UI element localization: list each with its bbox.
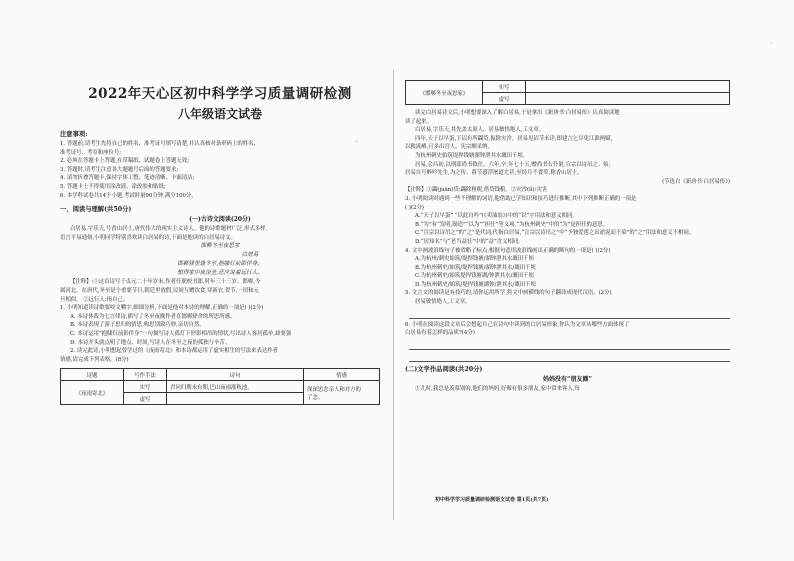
table-poem-title: 《夜雨寄北》 [61, 381, 124, 405]
subsection-heading: (一)古诗文阅读(20分) [189, 216, 251, 224]
table-method: 虚写 [124, 393, 167, 405]
table-line: 君问归期未有期,巴山夜雨涨秋池。 [167, 381, 304, 393]
classical-line: 为杭州刺史始筑堤捍钱塘湖钟泄其水溉田千顷。 [415, 152, 529, 159]
option-c: C.为杭州刺史/始筑堤捍钱塘湖/钟泄其水/溉田千顷 [415, 273, 534, 280]
reading-section [405, 109, 730, 393]
answer-blank[interactable] [526, 81, 730, 93]
column-divider [393, 70, 394, 520]
notice-item: 5. 答题卡上不得使用涂改液、涂改胶和贴纸; [60, 183, 166, 190]
scan-speck [770, 42, 772, 44]
poem-author: 白居易 [241, 252, 259, 259]
question-5: 5. 文言文的阅读是有技巧的,请你运用所学,将文中画横线的句子翻译成现代汉语。(2分) [405, 290, 612, 297]
option-b: B.为杭州刺史/始筑/堤捍钱塘/湖钟泄其水/溉田千顷 [415, 264, 536, 271]
option-a: A.“天子以早蛋” “以此自吟”(《卖油翁》)中的“以”字用法和意义相同。 [415, 213, 578, 220]
notice-item: 2. 必须在答题卡上答题,在草稿纸、试题卷上答题无效; [60, 158, 189, 165]
option-d: D.“居知名”与“老当益壮”中的“益”含义相同。 [415, 238, 524, 245]
notice-item: 4. 请勿折叠答题卡,保持字体工整、笔迹清晰、卡面清洁; [60, 175, 195, 182]
option-a: A.为杭州/刺史始筑/堤捍钱塘/湖钟泄其水溉田千顷 [415, 256, 534, 263]
section-heading: 一、阅读与理解(共50分) [60, 206, 132, 214]
intro-line: 白居易,字乐天,号香山居士,唐代伟大的现实主义诗人。他的诗歌题材广泛,形式多样, [70, 226, 268, 233]
section-heading: (二)文学作品阅读(共20分) [405, 365, 483, 373]
poem-line: 邯郸驿里逢冬至,抱膝灯前影伴身。 [177, 261, 263, 268]
option-c: C. 本诗运用“抱膝灯前影伴身”一句描写诗人孤灯下形影相吊的情状,写出诗人客居孤单,却要强 [70, 330, 292, 337]
question-3-line: ( )(2分) [405, 204, 424, 211]
note-line: 【注释】:①这首诗写于贞元二十年岁末,作者任职校书郎,时年三十三岁。邯郸,今 [70, 279, 261, 286]
section-one [60, 205, 380, 405]
exam-subtitle: 八年级语文试卷 [177, 107, 262, 121]
question-3: 3. 小明阅读时遇到一些不理解的词语,他借助已学知识和技巧进行推断,其中下列推断正确的一项是 [405, 195, 637, 202]
note-line: 旦相似。 ②远行人:指自己。 [60, 296, 129, 303]
answer-line[interactable] [409, 352, 730, 362]
note-line: 属河北。在唐代,冬至是个重要节日,朝廷里放假,民间互赠饮食,穿新衣,贺节,一切和元 [60, 287, 259, 294]
classical-line: 白居易,字乐天,其先盖太原人。居易敏悟绝人,工文章。 [415, 127, 545, 134]
table-header: 诗句 [167, 369, 304, 381]
table-emotion [304, 381, 380, 405]
option-b: B.“为”有“发明,制造”“以为”“担任”等义项,“为杭州刺史”中的“为”是担任的意思。 [415, 221, 609, 228]
classical-line: 四年,天子以早蛋,下诏有所蠲贷,振除灾沴。居易见诏节未详,即建言乞尽免江淮两赋, [415, 135, 613, 142]
right-column [405, 10, 730, 393]
exam-title: 2022年天心区初中科学学习质量调研检测 [88, 86, 352, 102]
option-c: C.“宣宗以诗吊之”的“之”是代词,代指白居易,“宣宗以诗吊之”中“予独爱莲之出淤泥而不染”的“之”用法和意义不相同。 [415, 230, 695, 237]
option-a: A. 本诗体裁为七言律诗,描写了冬至夜晚作者在邯郸驿舍的所思所感。 [70, 313, 236, 320]
scan-speck [355, 140, 358, 143]
question-2-line: 情感,请完成下列表格。(8分) [60, 356, 129, 363]
notes-line: 【注释】①蠲(juān)贷:蠲除租税,借贷钱粮。②灾沴(lì):灾害 [405, 187, 548, 194]
classical-line: 居易自号醉吟先生,为之传。暮节惑浮屠道尤甚,至经月不食荤,称香山居士。 [405, 170, 583, 177]
sentence-to-translate: 居易敏悟绝人,工文章。 [415, 299, 471, 306]
answer-line[interactable] [409, 340, 730, 350]
notice-heading: 注意事项: [60, 131, 88, 138]
question-6-line: 白居易有着怎样的品质?(4分) [405, 330, 475, 337]
story-line: ①儿时,我总是羡慕别的,他们的妈妈,好像有很多朋友,家中常来客人,每 [415, 385, 580, 392]
notice-item: 准考证号、考室和座位号; [60, 149, 122, 156]
table-header: 写作手法 [124, 369, 167, 381]
table-method: 实写 [124, 381, 167, 393]
poem-line: 想得家中夜深坐,还应说着远行人。 [177, 270, 263, 277]
option-b: B. 本诗表现了游子思归的情思,构思别致巧妙,亲切自然。 [70, 322, 205, 329]
emotion-text: 了念。 [307, 394, 324, 401]
poem-title: 邯郸冬至夜思家 [200, 243, 240, 250]
notice-block [60, 130, 380, 200]
notice-item: 3. 答题时,请考生注意各大题题号后面的答题要求; [60, 166, 179, 173]
question-1: 1. 小明知道读诗歌要咬文嚼字,细细分析,下面是他对本诗的理解,正确的一项是( )(2分) [60, 305, 264, 312]
left-column [60, 10, 380, 405]
notice-item: 1. 答题前,请考生先将自己的姓名、准考证号填写清楚,并认真核对条形码上的姓名、 [60, 141, 259, 147]
table-method: 虚写 [483, 93, 526, 105]
source-line: (节选自《新唐书·白居易传》) [662, 178, 730, 185]
question-6: 6. 小明在阅读这段文章后会想起自己在诗句中读到的白居易形象,你认为文章从哪些方面体现了 [405, 321, 630, 328]
answer-blank[interactable] [167, 393, 304, 405]
poem-technique-table-continued [405, 80, 730, 105]
question-4: 4. 文中画波浪线句子被省略了标点,根据句意用波浪线画出正确的断句的一项是( )(2分) [405, 247, 611, 254]
para-line: 读完白居易诗文后,小明想要深入了解白居易,于是拿出《新唐书·白居易传》认真阅读地 [415, 110, 620, 116]
question-2: 2. 读完此诗,小明想起曾学过的《夜雨寄北》和本诗都运用了虚实相生的写法来表达作者 [70, 348, 279, 355]
option-d: D. 本诗开头就点明了地点、时间,写诗人在冬至之夜的孤独与辛苦。 [70, 339, 231, 346]
poem-technique-table [60, 368, 380, 405]
classical-line: 居易,会昌初,以刑部尚书致仕。六年,卒,年七十五,赠尚书右仆射,宣宗以诗吊之。始, [415, 161, 611, 168]
table-poem-title: 《邯郸冬至夜思家》 [406, 81, 483, 105]
table-header: 诗题 [61, 369, 124, 381]
answer-blank[interactable] [526, 93, 730, 105]
emotion-text: 深深思念亲人和对方的 [307, 386, 361, 393]
page-footer: 初中科学学习质量调研检测语文试卷 第1页(共7页) [435, 497, 549, 503]
table-header: 情感 [304, 369, 380, 381]
classical-line: 以救流瘠,且多出宫人。宪宗颇采纳。 [405, 144, 493, 151]
story-title: 妈妈没有“朋友圈” [543, 375, 592, 383]
option-d: D.为杭州刺史/始筑/堤捍钱塘湖钟/泄其水/溉田千顷 [415, 281, 536, 288]
para-line: 读了起来。 [405, 118, 432, 125]
notice-item: 6. 本学科试卷共14个小题,考试时量90分钟,满分100分。 [60, 192, 197, 199]
table-method: 实写 [483, 81, 526, 93]
answer-line[interactable] [409, 309, 730, 319]
intro-line: 语言平易通俗,小明同学特别喜欢读白居易的诗,下面是他读的白居易诗文。 [60, 234, 236, 241]
